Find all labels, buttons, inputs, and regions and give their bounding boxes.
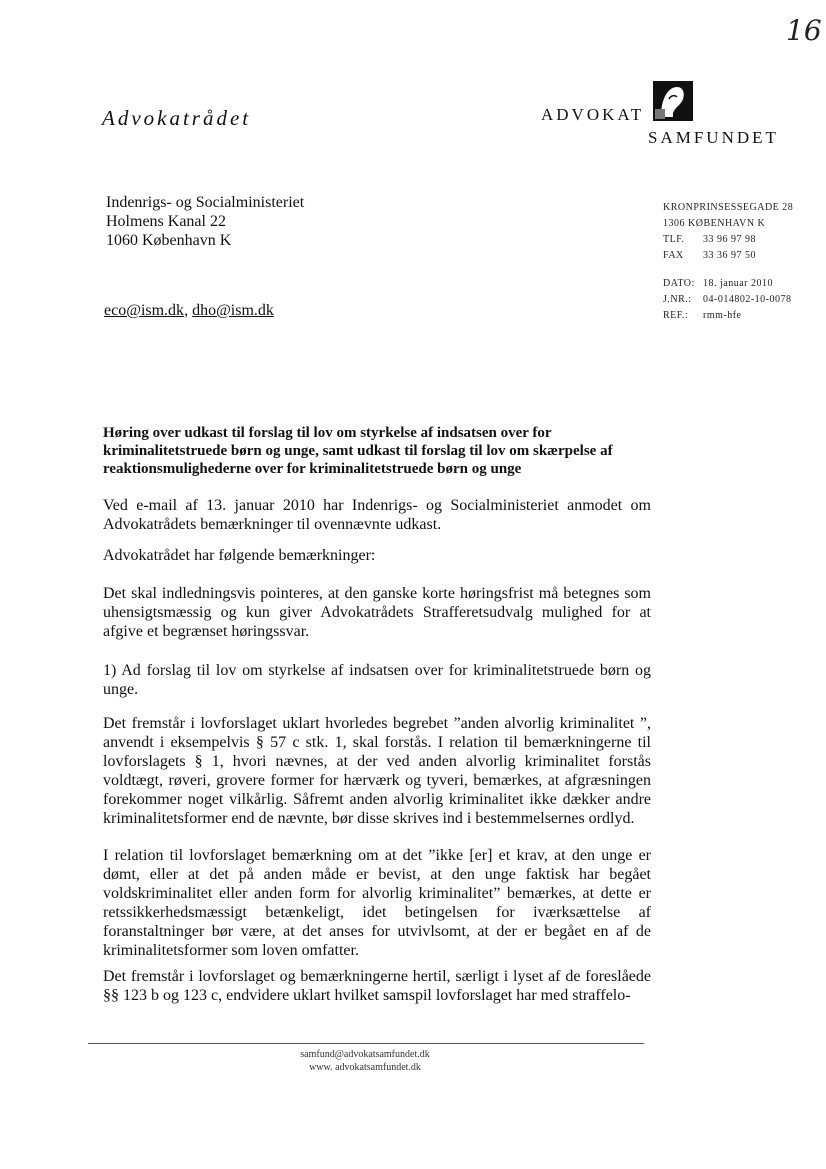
footer-email[interactable]: samfund@advokatsamfundet.dk (300, 1049, 430, 1060)
email-link-eco[interactable]: eco@ism.dk (104, 302, 185, 319)
paragraph-7: Det fremstår i lovforslaget og bemærkningerne hertil, særligt i lyset af de foreslåede §§ 123 b og 123 c, endvidere uklart hvilket samspil lovforslaget har med straffelo- (103, 968, 651, 1004)
tlf-value: 33 96 97 98 (703, 234, 756, 245)
jnr-value: 04-014802-10-0078 (703, 294, 792, 305)
advokatsamfundet-emblem-icon (651, 79, 695, 123)
advokatraadet-logo-text: Advokatrådet (102, 106, 252, 130)
dato-label: DATO: (663, 278, 695, 289)
tlf-label: TLF. (663, 234, 685, 245)
fax-label: FAX (663, 250, 684, 261)
paragraph-1: Ved e-mail af 13. januar 2010 har Indenrigs- og Socialministeriet anmodet om Advokatrådets bemærkninger til ovennævnte udkast. (103, 497, 651, 533)
paragraph-6: I relation til lovforslaget bemærkning om at det ”ikke [er] et krav, at den unge er dømt, eller at det på anden måde er bevist, at den unge faktisk har begået voldskriminalitet eller anden form for alvorlig kriminalitet” bemærkes, at dette er retssikkerhedsmæssigt betænkeligt, idet betingelsen for iværksættelse af foranstaltninger bør være, at det anses for utvivlsomt, at der er begået en af de kriminalitetsformer som loven omfatter. (103, 847, 651, 959)
recipient-city: 1060 København K (106, 232, 232, 249)
dato-row (663, 276, 792, 292)
recipient-street: Holmens Kanal 22 (106, 213, 226, 230)
sender-tlf (663, 232, 793, 248)
page-number-mark: 16 (786, 14, 822, 47)
email-link-dho[interactable]: dho@ism.dk (192, 302, 274, 319)
ref-label: REF.: (663, 310, 689, 321)
letter-subject: Høring over udkast til forslag til lov om styrkelse af indsatsen over for kriminalitetstruede børn og unge, samt udkast til forslag til lov om skærpelse af reaktionsmulighederne over for kriminalitetstruede børn og unge (103, 425, 613, 477)
ref-value: rmm-hfe (703, 310, 742, 321)
dato-value: 18. januar 2010 (703, 278, 773, 289)
fax-value: 33 36 97 50 (703, 250, 756, 261)
recipient-emails (104, 302, 274, 320)
paragraph-4: 1) Ad forslag til lov om styrkelse af indsatsen over for kriminalitetstruede børn og unge. (103, 662, 651, 698)
paragraph-3: Det skal indledningsvis pointeres, at den ganske korte høringsfrist må betegnes som uhensigtsmæssig og kun giver Advokatrådets Strafferetsudvalg mulighed for at afgive et begrænset høringssvar. (103, 585, 651, 640)
jnr-row (663, 292, 792, 308)
letter-meta (663, 276, 792, 324)
sender-street: KRONPRINSESSEGADE 28 (663, 202, 794, 213)
paragraph-2: Advokatrådet har følgende bemærkninger: (103, 547, 376, 564)
ref-row (663, 308, 792, 324)
email-separator: , (184, 302, 193, 319)
recipient-address (106, 193, 304, 250)
footer-website[interactable]: www. advokatsamfundet.dk (309, 1062, 421, 1073)
advokatsamfundet-logo-line2: SAMFUNDET (648, 128, 779, 147)
paragraph-5: Det fremstår i lovforslaget uklart hvorledes begrebet ”anden alvorlig kriminalitet ”, anvendt i eksempelvis § 57 c stk. 1, skal forstås. I relation til bemærkningerne til lovforslagets § 1, hvori nævnes, at der ved anden alvorlig kriminalitet forstås voldtægt, røveri, grovere former for hærværk og tyveri, bemærkes, at afgræsningen forekommer noget vilkårlig. Såfremt anden alvorlig kriminalitet ikke dækker andre kriminalitetsformer end de nævnte, bør disse skrives ind i bestemmelsernes ordlyd. (103, 715, 651, 827)
jnr-label: J.NR.: (663, 294, 692, 305)
recipient-name: Indenrigs- og Socialministeriet (106, 194, 305, 211)
sender-address (663, 200, 793, 264)
advokatsamfundet-logo-line1: ADVOKAT (541, 105, 645, 124)
sender-fax (663, 248, 793, 264)
footer-divider (88, 1043, 644, 1044)
sender-city: 1306 KØBENHAVN K (663, 218, 766, 229)
